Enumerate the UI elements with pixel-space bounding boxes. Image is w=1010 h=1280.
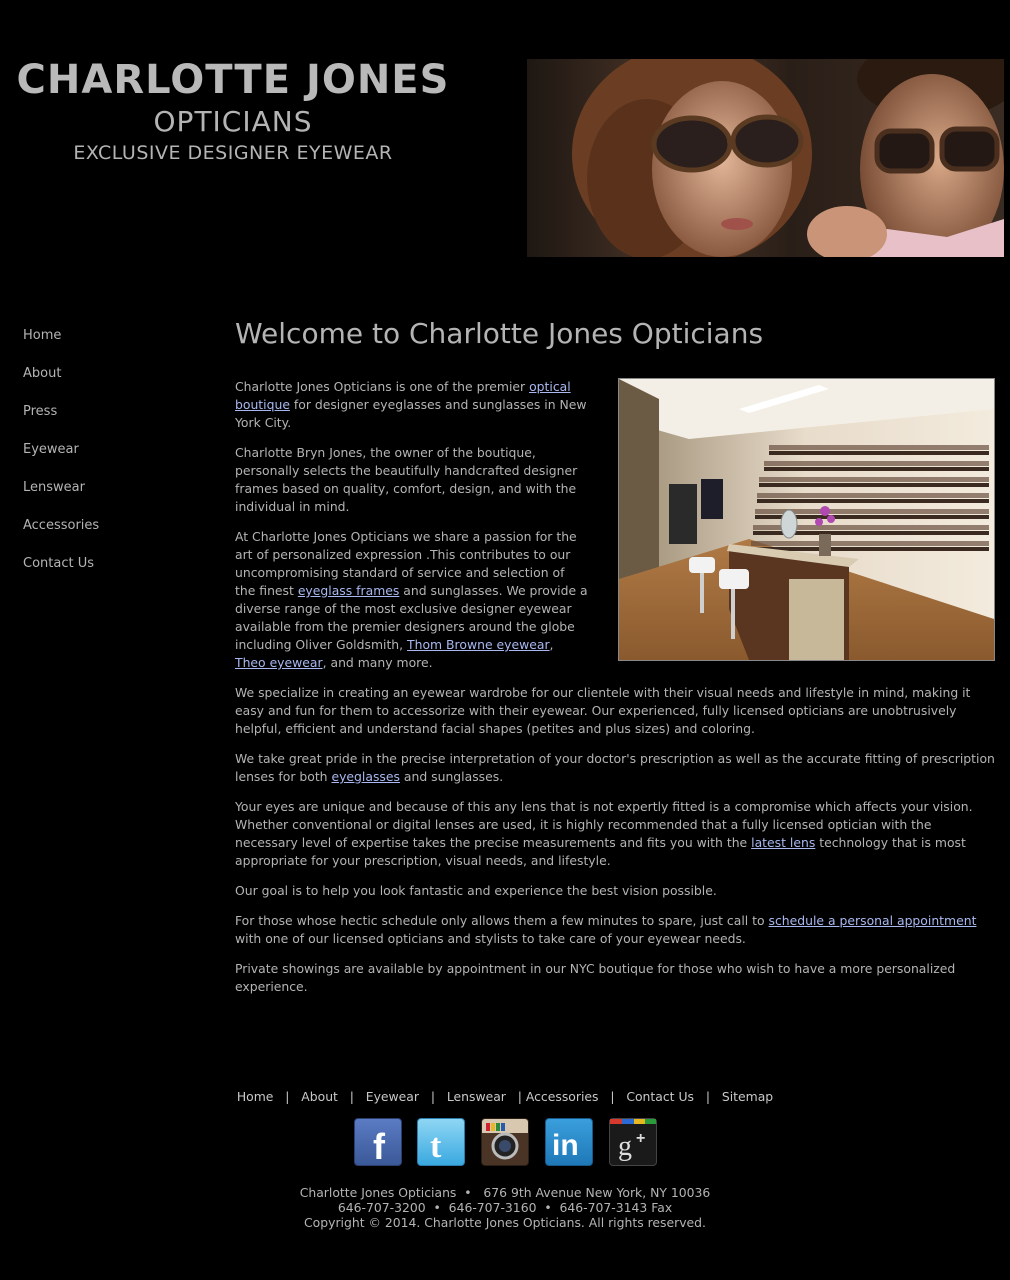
article-body (235, 378, 995, 996)
brand-subtitle: OPTICIANS (153, 105, 313, 138)
appointment-text: For those whose hectic schedule only allows them a few minutes to spare, just call to (235, 913, 769, 928)
theo-eyewear-link[interactable]: Theo eyewear (235, 655, 323, 670)
sidebar-item-home[interactable]: Home (23, 328, 62, 343)
svg-text:f: f (373, 1126, 385, 1165)
passion-text-d: , and many more. (322, 655, 433, 670)
sidebar-item-lenswear[interactable]: Lenswear (23, 480, 85, 495)
twitter-icon[interactable] (417, 1118, 465, 1166)
twitter-glyph (418, 1119, 464, 1165)
hero-image (527, 59, 1004, 257)
eyeglasses-link[interactable]: eyeglasses (331, 769, 400, 784)
latest-lens-link[interactable]: latest lens (751, 835, 816, 850)
passion-text-a: At Charlotte Jones Opticians we share a passion for the art of personalized expression .This contributes to our uncompromising standard of service and selection of the finest (235, 529, 577, 598)
footer-link-home[interactable]: Home (236, 1089, 274, 1104)
footer-link-accessories[interactable]: Accessories (525, 1089, 599, 1104)
footer-link-contact-us[interactable]: Contact Us (626, 1089, 694, 1104)
brand-name: CHARLOTTE JONES (16, 57, 450, 103)
schedule-appointment-link[interactable]: schedule a personal appointment (768, 913, 977, 928)
intro-text-end: for designer eyeglasses and sunglasses in New York City. (235, 397, 587, 430)
eyeglass-frames-link[interactable]: eyeglass frames (297, 583, 400, 598)
sidebar-item-contact-us[interactable]: Contact Us (23, 556, 94, 571)
social-links (352, 1118, 660, 1168)
owner-paragraph: Charlotte Bryn Jones, the owner of the boutique, personally selects the beautifully handcrafted designer frames based on quality, comfort, design, and with the individual in mind. (235, 445, 578, 514)
instagram-icon[interactable] (481, 1118, 529, 1166)
footer-link-about[interactable]: About (301, 1089, 338, 1104)
lens-text: Your eyes are unique and because of this any lens that is not expertly fitted is a compromise which affects your vision. Whether conventional or digital lenses are used, it is highly recommended that a fully licensed optician with the necessary level of expertise takes the precise measurements and fits you with the (235, 799, 973, 850)
sidebar-nav (23, 327, 203, 593)
linkedin-glyph (546, 1119, 592, 1165)
footer-nav (0, 1089, 1010, 1104)
private-showings-paragraph: Private showings are available by appointment in our NYC boutique for those who wish to have a more personalized experience. (235, 961, 956, 994)
main-content (235, 316, 995, 1008)
instagram-glyph (482, 1119, 528, 1165)
footer-separator: | (509, 1089, 522, 1104)
hero-couple-sunglasses-image (527, 59, 1004, 257)
lens-text-end: technology that is most appropriate for your prescription, visual needs, and lifestyle. (235, 835, 966, 868)
appointment-paragraph (235, 912, 995, 948)
facebook-icon[interactable] (354, 1118, 402, 1166)
appointment-text-end: with one of our licensed opticians and stylists to take care of your eyewear needs. (235, 931, 746, 946)
footer-separator: | (602, 1089, 623, 1104)
thom-browne-eyewear-link[interactable]: Thom Browne eyewear (407, 637, 550, 652)
optical-boutique-link[interactable]: optical boutique (235, 379, 571, 412)
svg-text:t: t (430, 1128, 442, 1165)
google-plus-glyph (610, 1119, 656, 1165)
page-title: Welcome to Charlotte Jones Opticians (235, 317, 764, 350)
footer-info (0, 1185, 1010, 1230)
svg-text:+: + (636, 1130, 646, 1147)
footer-separator: | (422, 1089, 443, 1104)
footer-separator: | (697, 1089, 718, 1104)
sidebar-item-about[interactable]: About (23, 366, 62, 381)
linkedin-icon[interactable] (545, 1118, 593, 1166)
sidebar-item-accessories[interactable]: Accessories (23, 518, 100, 533)
svg-text:g: g (618, 1131, 632, 1162)
boutique-interior-illustration (619, 379, 994, 660)
footer-link-lenswear[interactable]: Lenswear (446, 1089, 506, 1104)
intro-text: Charlotte Jones Opticians is one of the premier (235, 379, 530, 394)
footer-link-eyewear[interactable]: Eyewear (365, 1089, 419, 1104)
passion-text-c: , (549, 637, 554, 652)
brand-tagline: EXCLUSIVE DESIGNER EYEWEAR (73, 142, 393, 164)
boutique-interior-image (618, 378, 995, 661)
goal-paragraph: Our goal is to help you look fantastic and experience the best vision possible. (235, 883, 717, 898)
prescription-text-end: and sunglasses. (399, 769, 504, 784)
footer-address: Charlotte Jones Opticians • 676 9th Avenue New York, NY 10036 (299, 1185, 711, 1200)
footer-link-sitemap[interactable]: Sitemap (721, 1089, 774, 1104)
brand-header (0, 56, 466, 166)
facebook-glyph (355, 1119, 401, 1165)
lens-paragraph (235, 798, 995, 870)
footer-phones: 646-707-3200 • 646-707-3160 • 646-707-3143 Fax (337, 1200, 673, 1215)
passion-text-b: and sunglasses. We provide a diverse range of the most exclusive designer eyewear available from the premier designers around the globe including Oliver Goldsmith, (235, 583, 588, 652)
prescription-text: We take great pride in the precise interpretation of your doctor's prescription as well as the accurate fitting of prescription lenses for both (235, 751, 995, 784)
sidebar-item-press[interactable]: Press (23, 404, 58, 419)
footer-separator: | (277, 1089, 298, 1104)
wardrobe-paragraph: We specialize in creating an eyewear wardrobe for our clientele with their visual needs and lifestyle in mind, making it easy and fun for them to accessorize with their eyewear. Our experienced, fully licensed opticians are unobtrusively helpful, efficient and understand facial shapes (petites and plus sizes) and coloring. (235, 685, 971, 736)
prescription-paragraph (235, 750, 995, 786)
google-plus-icon[interactable] (609, 1118, 657, 1166)
footer-copyright: Copyright © 2014. Charlotte Jones Opticians. All rights reserved. (304, 1215, 706, 1230)
svg-text:in: in (552, 1129, 579, 1162)
sidebar-item-eyewear[interactable]: Eyewear (23, 442, 79, 457)
footer-separator: | (341, 1089, 362, 1104)
